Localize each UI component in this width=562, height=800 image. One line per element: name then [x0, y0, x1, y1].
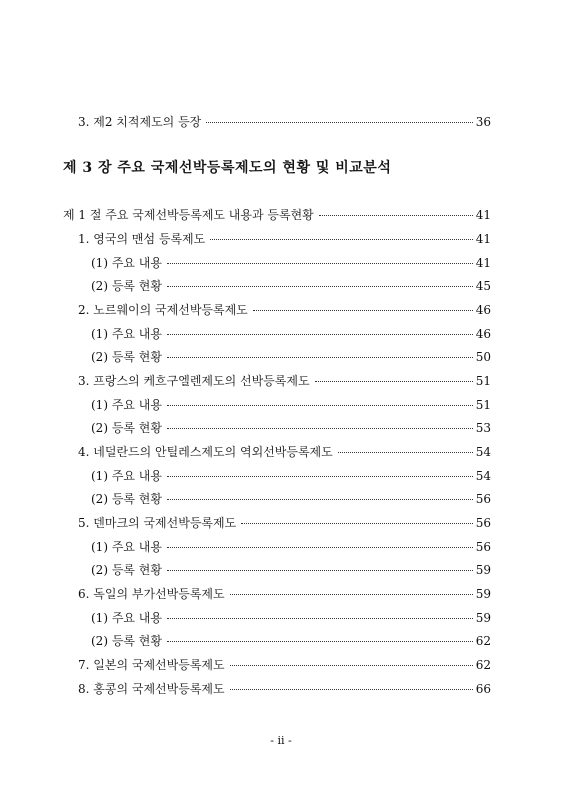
toc-subentry: [91, 633, 491, 649]
toc-subentry: [91, 397, 491, 413]
leader-dots: [167, 547, 473, 548]
toc-entry-label: (1) 주요 내용: [91, 469, 162, 483]
leader-dots: [167, 357, 473, 358]
leader-dots: [167, 618, 473, 619]
toc-entry: [78, 444, 491, 460]
toc-subentry: [91, 610, 491, 626]
leader-dots: [338, 452, 473, 453]
leader-dots: [241, 523, 473, 524]
toc-page-number: 51: [475, 398, 491, 412]
leader-dots: [167, 263, 473, 264]
toc-entry-label: 2. 노르웨이의 국제선박등록제도: [78, 303, 248, 317]
toc-page-number: 56: [475, 516, 491, 530]
leader-dots: [167, 641, 473, 642]
toc-page-number: 62: [475, 634, 491, 648]
toc-entry-label: 6. 독일의 부가선박등록제도: [78, 587, 225, 601]
toc-page-number: 50: [475, 350, 491, 364]
toc-page-number: 59: [475, 587, 491, 601]
toc-entry-label: (2) 등록 현황: [91, 634, 162, 648]
leader-dots: [167, 428, 473, 429]
toc-entry-label: 4. 네덜란드의 안틸레스제도의 역외선박등록제도: [78, 445, 333, 459]
toc-entry: [78, 657, 491, 673]
chapter-heading: 제 3 장 주요 국제선박등록제도의 현황 및 비교분석: [63, 160, 392, 176]
toc-subentry: [91, 326, 491, 342]
toc-page-number: 59: [475, 563, 491, 577]
toc-entry-label: (1) 주요 내용: [91, 398, 162, 412]
page-footer: - ii -: [270, 734, 292, 747]
toc-entry: [78, 515, 491, 531]
toc-entry-label: (1) 주요 내용: [91, 256, 162, 270]
leader-dots: [167, 334, 473, 335]
toc-page-number: 45: [475, 279, 491, 293]
toc-entry-label: (2) 등록 현황: [91, 350, 162, 364]
toc-entry-label: (2) 등록 현황: [91, 279, 162, 293]
toc-page-number: 51: [475, 374, 491, 388]
toc-section-label: 제 1 절 주요 국제선박등록제도 내용과 등록현황: [63, 208, 314, 222]
toc-subentry: [91, 539, 491, 555]
toc-page-number: 62: [475, 658, 491, 672]
toc-section: [63, 207, 491, 223]
leader-dots: [315, 381, 473, 382]
leader-dots: [230, 594, 473, 595]
toc-page-number: 53: [475, 421, 491, 435]
toc-page-number: 41: [475, 256, 491, 270]
toc-entry-label: (2) 등록 현황: [91, 563, 162, 577]
toc-subentry: [91, 491, 491, 507]
toc-page-number: 46: [475, 303, 491, 317]
toc-page-number: 54: [475, 469, 491, 483]
toc-entry-top: [78, 114, 491, 130]
toc-entry: [78, 586, 491, 602]
leader-dots: [319, 215, 473, 216]
leader-dots: [167, 405, 473, 406]
toc-subentry: [91, 562, 491, 578]
toc-entry-label: (1) 주요 내용: [91, 327, 162, 341]
toc-entry-label: 3. 제2 치적제도의 등장: [78, 115, 202, 129]
toc-entry: [78, 302, 491, 318]
leader-dots: [167, 499, 473, 500]
toc-subentry: [91, 255, 491, 271]
toc-page-number: 41: [475, 232, 491, 246]
leader-dots: [210, 239, 472, 240]
toc-page-number: 56: [475, 492, 491, 506]
toc-entry-label: (2) 등록 현황: [91, 492, 162, 506]
toc-subentry: [91, 468, 491, 484]
toc-entry: [78, 231, 491, 247]
leader-dots: [167, 476, 473, 477]
leader-dots: [206, 122, 472, 123]
toc-page-number: 36: [475, 115, 491, 129]
toc-entry-label: 5. 덴마크의 국제선박등록제도: [78, 516, 237, 530]
toc-page-number: 54: [475, 445, 491, 459]
leader-dots: [167, 570, 473, 571]
toc-page-number: 41: [475, 208, 491, 222]
toc-page-number: 59: [475, 611, 491, 625]
toc-entry-label: (1) 주요 내용: [91, 611, 162, 625]
toc-entry-label: 1. 영국의 맨섬 등록제도: [78, 232, 206, 246]
toc-page-number: 46: [475, 327, 491, 341]
toc-page-number: 66: [475, 682, 491, 696]
toc-subentry: [91, 420, 491, 436]
toc-subentry: [91, 349, 491, 365]
toc-page-number: 56: [475, 540, 491, 554]
toc-entry-label: 7. 일본의 국제선박등록제도: [78, 658, 225, 672]
leader-dots: [167, 286, 473, 287]
toc-subentry: [91, 278, 491, 294]
leader-dots: [230, 665, 473, 666]
leader-dots: [253, 310, 473, 311]
toc-entry: [78, 681, 491, 697]
toc-entry-label: (1) 주요 내용: [91, 540, 162, 554]
toc-entry: [78, 373, 491, 389]
leader-dots: [230, 689, 473, 690]
toc-entry-label: 3. 프랑스의 케흐구엘렌제도의 선박등록제도: [78, 374, 310, 388]
toc-entry-label: 8. 홍콩의 국제선박등록제도: [78, 682, 225, 696]
toc-entry-label: (2) 등록 현황: [91, 421, 162, 435]
